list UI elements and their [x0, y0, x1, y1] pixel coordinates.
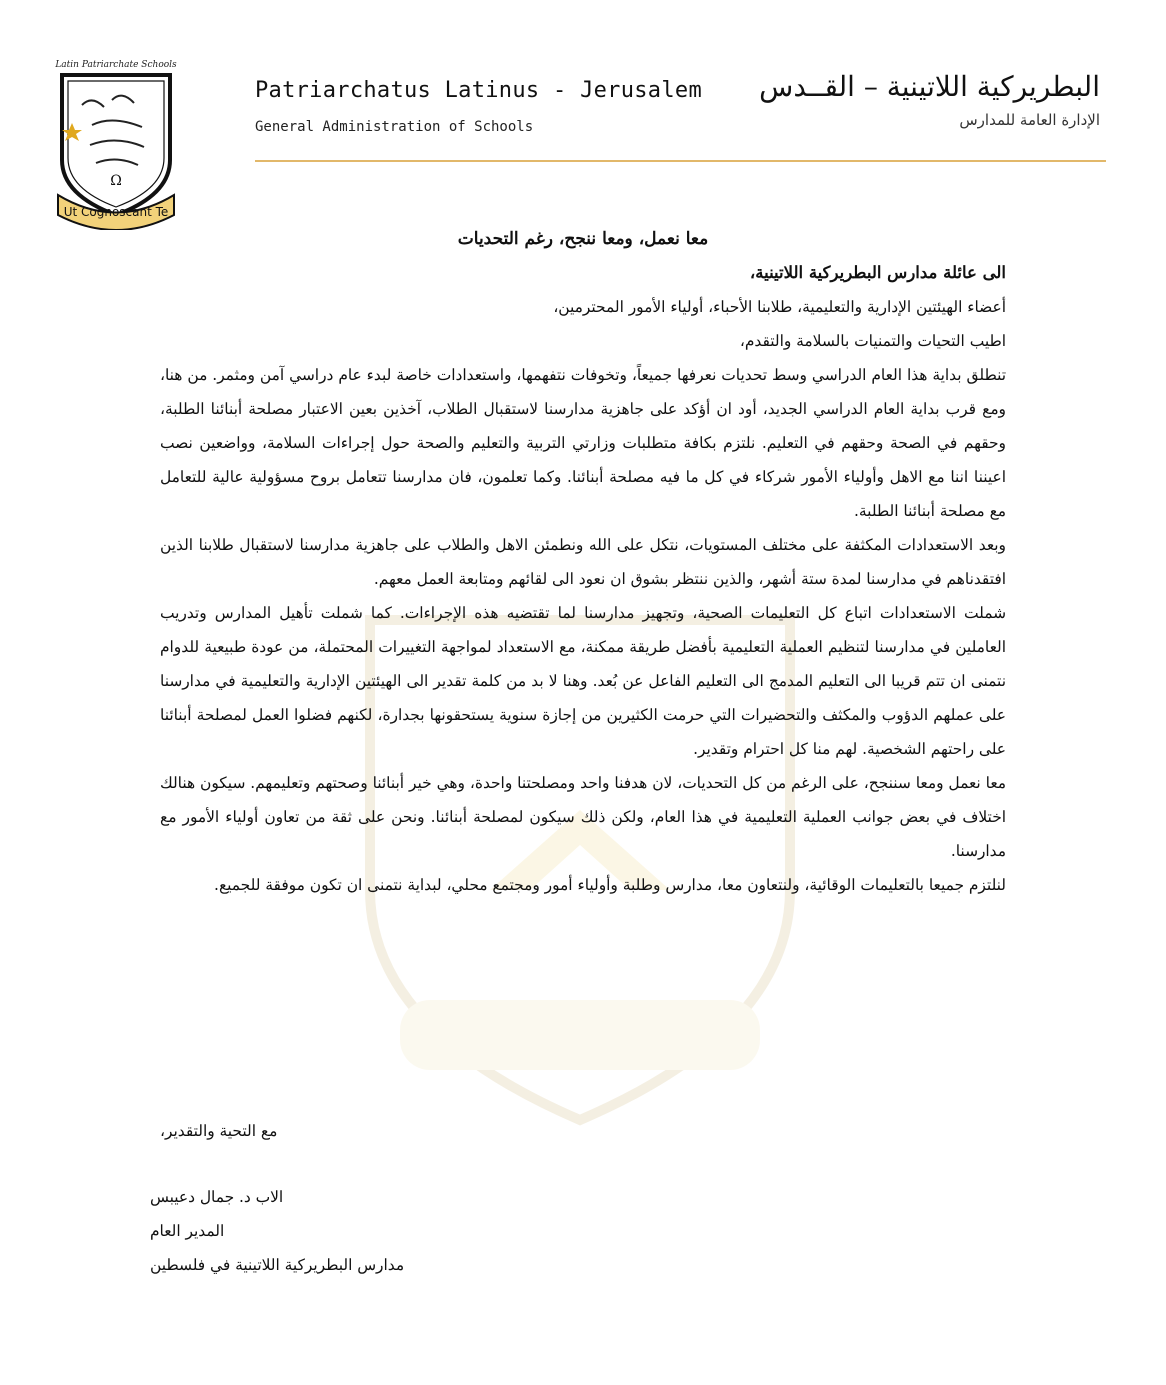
header-latin-block: [255, 78, 702, 135]
signature-block: [150, 1122, 570, 1282]
signer-name: الاب د. جمال دعيبس: [150, 1188, 284, 1206]
latin-subtitle: General Administration of Schools: [255, 119, 534, 135]
letter-addressees: أعضاء الهيئتين الإدارية والتعليمية، طلابنا الأحباء، أولياء الأمور المحترمين،: [553, 298, 1006, 316]
arabic-title: البطريركية اللاتينية – القــدس: [759, 70, 1100, 103]
svg-text:Ω: Ω: [110, 173, 122, 189]
logo-lettering: Latin Patriarchate Schools: [55, 60, 177, 70]
signer-details: [150, 1180, 570, 1282]
signer-organization: مدارس البطريركية اللاتينية في فلسطين: [150, 1256, 405, 1274]
logo-motto: Ut Cognoscant Te: [63, 205, 169, 219]
letter-paragraph: تنطلق بداية هذا العام الدراسي وسط تحديات نعرفها جميعاً، وتخوفات نتفهمها، واستعدادات خاصة لبدء عام دراسي آمن ومثمر. من هنا، ومع قرب بداية العام الدراسي الجديد، أود ان أؤكد على جاهزية مدارسنا لاستقبال الطلاب، آخذين بعين الاعتبار مصلحة أبنائنا الطلبة، وحقهم في الصحة وحقهم في التعليم. نلتزم بكافة متطلبات وزارتي التربية والتعليم والصحة حول إجراءات السلامة، وواضعين نصب اعيننا اننا مع الاهل وأولياء الأمور شركاء في كل ما فيه مصلحة أبنائنا. وكما تعلمون، فان مدارسنا تتعامل بروح مسؤولية عالية للتعامل مع مصلحة أبنائنا الطلبة.: [160, 366, 1006, 520]
letter-paragraph: معا نعمل ومعا سننجح، على الرغم من كل التحديات، لان هدفنا واحد ومصلحتنا واحدة، وهي خير أبنائنا وصحتهم وتعليمهم. سيكون هنالك اختلاف في بعض جوانب العملية التعليمية في هذا العام، ولكن ذلك سيكون لمصلحة أبنائنا. ونحن على ثقة من تعاون أولياء الأمور مع مدارسنا.: [160, 774, 1006, 860]
letter-paragraph: شملت الاستعدادات اتباع كل التعليمات الصحية، وتجهيز مدارسنا لما تقتضيه هذه الإجراءات. كما شملت تأهيل المدارس وتدريب العاملين في مدارسنا لتنظيم العملية التعليمية بأفضل طريقة ممكنة، مع الاستعداد لمواجهة التغييرات المحتملة، من عودة طبيعية للدوام نتمنى ان تتم قريبا الى التعليم المدمج الى التعليم الفاعل عن بُعد. وهنا لا بد من كلمة تقدير الى الهيئتين الإدارية والتعليمية في مدارسنا على عملهم الدؤوب والمكثف والتحضيرات التي حرمت الكثيرين من إجازة سنوية يستحقونها بجدارة، لكنهم فضلوا العمل لمصلحة أبنائنا على راحتهم الشخصية. لهم منا كل احترام وتقدير.: [160, 604, 1006, 758]
letter-salutation: الى عائلة مدارس البطريركية اللاتينية،: [749, 263, 1006, 282]
letter-body: [160, 222, 1006, 902]
letter-paragraph: وبعد الاستعدادات المكثفة على مختلف المستويات، نتكل على الله ونطمئن الاهل والطلاب على جاهزية مدارسنا لاستقبال طلابنا الذين افتقدناهم في مدارسنا لمدة ستة أشهر، والذين ننتظر بشوق ان نعود الى لقائهم ومتابعة العمل معهم.: [160, 536, 1006, 588]
arabic-subtitle: الإدارة العامة للمدارس: [959, 111, 1100, 129]
signer-title: المدير العام: [150, 1222, 225, 1240]
letter-headline: معا نعمل، ومعا ننجح، رغم التحديات: [457, 229, 709, 249]
header-divider: [255, 160, 1106, 162]
latin-title: Patriarchatus Latinus - Jerusalem: [255, 78, 702, 103]
letter-closing: مع التحية والتقدير،: [160, 1122, 278, 1140]
letter-greeting: اطيب التحيات والتمنيات بالسلامة والتقدم،: [739, 332, 1006, 350]
header-arabic-block: [759, 70, 1100, 129]
school-crest-logo: [52, 55, 180, 230]
letter-paragraph: لنلتزم جميعا بالتعليمات الوقائية، ولنتعاون معا، مدارس وطلبة وأولياء أمور ومجتمع محلي، لبداية نتمنى ان تكون موفقة للجميع.: [214, 876, 1006, 894]
